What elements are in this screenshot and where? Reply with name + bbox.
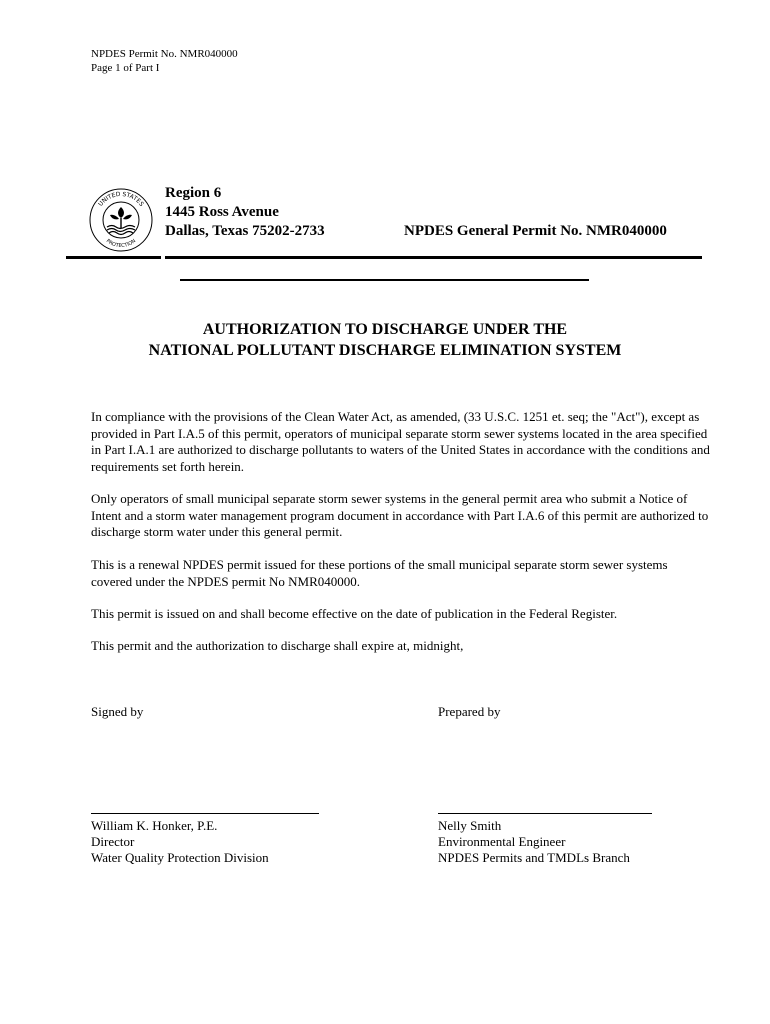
paragraph-compliance: In compliance with the provisions of the Clean Water Act, as amended, (33 U.S.C. 1251 et. seq; the "Act"), except as provided in Part I.A.5 of this permit, operators of municipal separate storm sewer systems located in the area specified in Part I.A.1 are authorized to discharge pollutants to waters of the United States in accordance with the conditions and requirements set forth herein. xyxy=(91,409,710,474)
divider-rule xyxy=(180,279,589,281)
preparer-name: Nelly Smith xyxy=(438,818,502,833)
paragraph-operators: Only operators of small municipal separate storm sewer systems in the general permit area who submit a Notice of Intent and a storm water management program document in accordance with Part I.A.6 of this permit are authorized to discharge storm water under this general permit. xyxy=(91,491,709,539)
paragraph-effective: This permit is issued on and shall become effective on the date of publication in the Federal Register. xyxy=(91,606,618,621)
header-rule-right xyxy=(165,256,702,259)
preparer-division: NPDES Permits and TMDLs Branch xyxy=(438,850,630,865)
paragraph-expiration: This permit and the authorization to discharge shall expire at, midnight, xyxy=(91,638,464,653)
signer-name: William K. Honker, P.E. xyxy=(91,818,218,833)
address-street: 1445 Ross Avenue xyxy=(165,204,279,220)
signer-signature-line xyxy=(91,813,319,814)
address-city: Dallas, Texas 75202-2733 xyxy=(165,223,325,239)
general-permit-number: NPDES General Permit No. NMR040000 xyxy=(404,223,667,239)
paragraph-renewal: This is a renewal NPDES permit issued for these portions of the small municipal separate storm sewer systems covered under the NPDES permit No NMR040000. xyxy=(91,557,668,589)
header-page-number: Page 1 of Part I xyxy=(91,62,160,74)
prepared-by-label: Prepared by xyxy=(438,704,501,719)
signer-title: Director xyxy=(91,834,135,849)
preparer-title: Environmental Engineer xyxy=(438,834,566,849)
seal-text-bottom: PROTECTION xyxy=(104,238,138,250)
preparer-signature-line xyxy=(438,813,652,814)
address-region: Region 6 xyxy=(165,185,222,201)
header-permit-number: NPDES Permit No. NMR040000 xyxy=(91,48,238,60)
header-rule-left xyxy=(66,256,161,259)
document-title-line2: NATIONAL POLLUTANT DISCHARGE ELIMINATION SYSTEM xyxy=(148,342,622,359)
document-title-line1: AUTHORIZATION TO DISCHARGE UNDER THE xyxy=(202,321,568,338)
signed-by-label: Signed by xyxy=(91,704,144,719)
signer-division: Water Quality Protection Division xyxy=(91,850,269,865)
seal-text-top: UNITED STATES xyxy=(97,190,145,208)
epa-seal-icon xyxy=(88,187,154,253)
